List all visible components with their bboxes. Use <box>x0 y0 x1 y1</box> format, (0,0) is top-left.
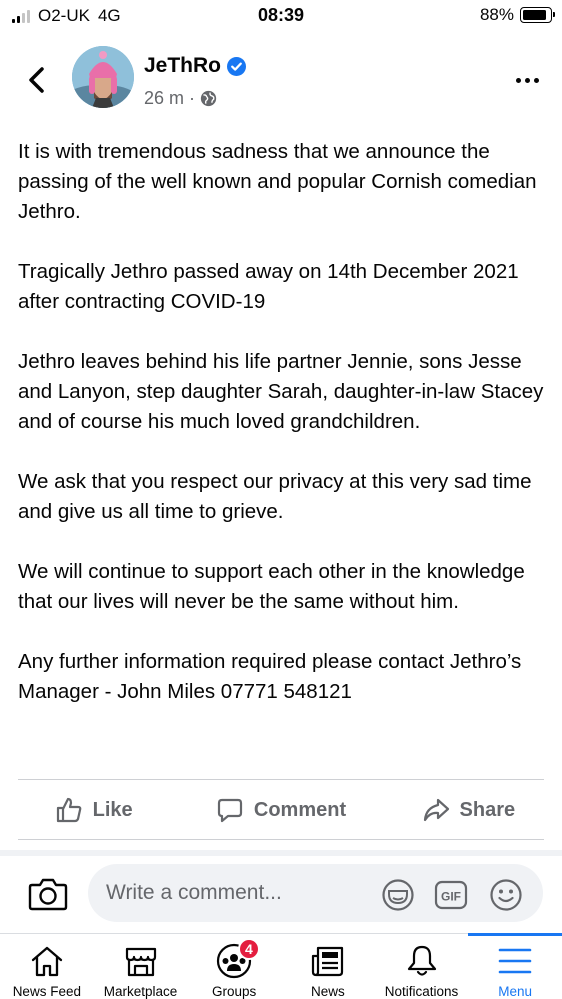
comment-button[interactable] <box>187 781 374 839</box>
groups-badge: 4 <box>238 938 260 960</box>
share-label: Share <box>459 798 516 821</box>
post-body <box>18 137 548 707</box>
smiley-icon <box>489 878 523 912</box>
globe-icon <box>200 90 217 107</box>
tab-news[interactable] <box>281 934 375 999</box>
menu-icon <box>497 946 533 976</box>
post-paragraph: It is with tremendous sadness that we announce the passing of the well known and popular Cornish comedian Jethro. <box>18 140 537 223</box>
home-icon <box>29 944 65 978</box>
tab-label: News <box>310 984 345 999</box>
tab-label: News Feed <box>12 984 81 999</box>
gif-icon <box>434 880 468 910</box>
share-button[interactable] <box>375 781 562 839</box>
post-paragraph: We will continue to support each other in the knowledge that our lives will never be the same without him. <box>18 560 525 613</box>
post-paragraph: We ask that you respect our privacy at this very sad time and give us all time to grieve. <box>18 470 532 523</box>
verified-badge-icon <box>227 57 246 76</box>
tab-menu[interactable] <box>468 934 562 999</box>
network-type: 4G <box>97 6 121 25</box>
status-bar <box>0 0 562 32</box>
bell-icon <box>404 944 440 978</box>
battery-icon <box>520 7 552 23</box>
more-dot-icon <box>525 78 530 83</box>
avatar-image <box>72 46 134 108</box>
like-button[interactable] <box>0 781 187 839</box>
post-meta <box>144 88 217 109</box>
post-header <box>0 40 562 120</box>
tab-groups[interactable] <box>187 934 281 999</box>
post-actions <box>0 781 562 839</box>
svg-text:GIF: GIF <box>441 889 461 904</box>
post-paragraph: Any further information required please contact Jethro’s Manager - John Miles 07771 548121 <box>18 650 522 703</box>
thumbs-up-icon <box>55 796 83 824</box>
camera-icon <box>28 876 68 912</box>
carrier-name: O2-UK <box>38 6 90 25</box>
emoji-button[interactable] <box>489 878 523 912</box>
clock: 08:39 <box>257 5 305 25</box>
author-avatar[interactable] <box>72 46 134 108</box>
tab-label: Groups <box>212 984 257 999</box>
post-timestamp[interactable]: 26 m <box>144 88 185 108</box>
back-button[interactable] <box>20 60 52 100</box>
more-dot-icon <box>516 78 521 83</box>
comment-label: Comment <box>253 798 347 821</box>
comment-placeholder: Write a comment... <box>106 881 282 904</box>
comment-composer <box>0 862 562 926</box>
more-dot-icon <box>534 78 539 83</box>
tab-marketplace[interactable] <box>94 934 188 999</box>
post-paragraph: Tragically Jethro passed away on 14th December 2021 after contracting COVID-19 <box>18 260 519 313</box>
status-right <box>480 5 552 25</box>
tab-label: Notifications <box>384 984 459 999</box>
divider <box>18 779 544 780</box>
tab-notifications[interactable] <box>375 934 469 999</box>
author-row <box>144 54 246 78</box>
chevron-left-icon <box>26 66 46 94</box>
post-paragraph: Jethro leaves behind his life partner Jennie, sons Jesse and Lanyon, step daughter Sarah, daughter-in-law Stacey and of course his much loved grandchildren. <box>18 350 544 433</box>
section-separator <box>0 850 562 856</box>
sticker-button[interactable] <box>381 878 415 912</box>
news-icon <box>310 944 346 978</box>
battery-percent: 88% <box>479 5 514 24</box>
comment-bubble-icon <box>216 796 244 824</box>
bottom-tab-bar <box>0 933 562 999</box>
more-options-button[interactable] <box>512 70 542 90</box>
like-label: Like <box>92 798 133 821</box>
tab-news-feed[interactable] <box>0 934 94 999</box>
divider <box>18 839 544 840</box>
camera-button[interactable] <box>28 876 68 912</box>
share-arrow-icon <box>422 796 450 824</box>
gif-button[interactable] <box>434 878 468 912</box>
tab-label: Menu <box>498 984 533 999</box>
tab-label: Marketplace <box>103 984 178 999</box>
comment-input[interactable] <box>88 864 543 922</box>
author-name[interactable]: JeThRo <box>144 54 222 77</box>
meta-separator: · <box>189 88 196 108</box>
sticker-icon <box>381 878 415 912</box>
marketplace-icon <box>123 944 159 978</box>
